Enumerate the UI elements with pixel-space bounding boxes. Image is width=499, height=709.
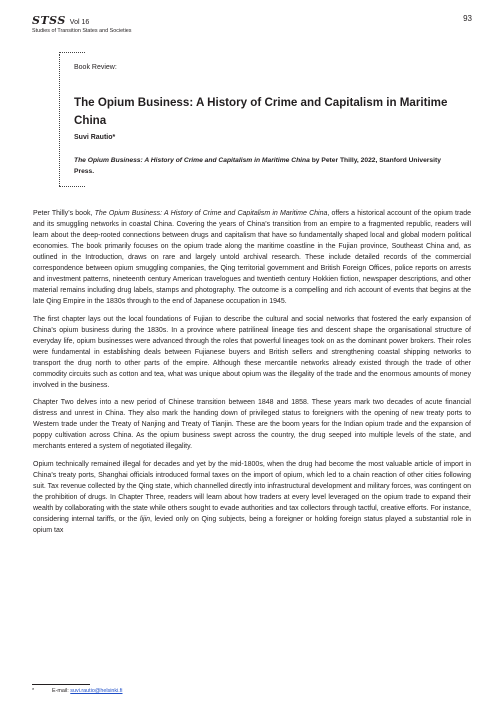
article-body — [33, 208, 471, 542]
volume-label: Vol 16 — [69, 19, 90, 26]
article-author: Suvi Rautio* — [74, 134, 116, 141]
citation-details: by Peter Thilly, 2022, Stanford University Press. — [74, 157, 441, 175]
journal-logo: STSS — [32, 14, 66, 27]
paragraph-4-rest: , levied only on Qing subjects, being a foreigner or holding foreign status played a substantial role in opium tax — [33, 515, 471, 534]
cited-book-title: The Opium Business: A History of Crime and Capitalism in Maritime China — [74, 157, 310, 164]
dotted-rail — [59, 54, 60, 186]
dotted-rule-bottom — [59, 186, 85, 187]
paragraph-3: Chapter Two delves into a new period of Chinese transition between 1848 and 1858. These years mark two decades of acute financial distress and unrest in China. They also mark the handing down of privileged status to foreigners with the opening of new treaty ports to Western trade under the Treaty of Nanjing and Treaty of Tianjin. These are the boom years for the Indian opium trade and the expansion of poppy cultivation across China. As the opium business swept across the country, the drug seeped into multiple levels of the state, and merchants entered a system of negotiated illegality. — [33, 399, 471, 450]
paragraph-1 — [33, 208, 471, 307]
footnote-marker: * — [32, 688, 35, 694]
article-title: The Opium Business: A History of Crime and Capitalism in Maritime China — [74, 96, 448, 127]
review-heading-box — [59, 52, 469, 190]
journal-name: Studies of Transition States and Societies — [32, 28, 132, 34]
paragraph-1-start: Peter Thilly’s book, — [33, 210, 95, 217]
lijin-term: lijin — [139, 515, 151, 523]
dotted-rule-top — [59, 52, 85, 53]
footnote-label: E-mail: — [52, 688, 71, 694]
page-number: 93 — [463, 14, 472, 23]
book-citation — [74, 155, 459, 177]
paragraph-2: The first chapter lays out the local foundations of Fujian to describe the cultural and social networks that fostered the early expansion of China’s opium business during the 1830s. In a province where patrilineal lineage ties and descent shape the organisational structure of everyday life, opium businesses were advanced through the roles that powerful lineages took on as the dominant power brokers. Their roles were fundamental in establishing deals between Fujianese buyers and British sellers and strengthening coastal shipping networks to transport the drug north to other parts of the empire. Although these mercantile networks already existed through the trade of other commodity circuits such as cotton and tea, what was unique about opium was the illegality of the trade and the enormous amounts of money involved in the business. — [33, 315, 471, 389]
paragraph-1-rest: , offers a historical account of the opium trade and its smuggling networks in coastal China. Covering the years of China’s transition from an empire to a fragmented republic, readers will learn about the deep-rooted connections between drugs and capitalism that have so fundamentally shaped local and global modern political economies. The book primarily focuses on the opium trade along the maritime coastline in the Fujian province, Southeast China and, as outlined in the Introduction, draws on rare and largely untold archival research. These include detailed records of the commercial correspondence between opium smuggling companies, the Qing territorial government and British Foreign Offices, police reports on arrests and investment patterns, nineteenth century American travelogues and twentieth century Hokkien fiction, newspaper descriptions, and other material remains including drug labels, stamps and photography. The outcome is a compelling and rich account of events that begins at the late Qing Empire in the 1830s through to the end of Japanese occupation in 1945. — [33, 210, 471, 305]
running-header — [32, 14, 472, 38]
author-email-link[interactable]: suvi.rautio@helsinki.fi — [70, 688, 123, 694]
footnote-rule — [32, 684, 90, 685]
book-title-inline: The Opium Business: A History of Crime and Capitalism in Maritime China — [94, 210, 328, 217]
journal-line — [32, 14, 89, 27]
paragraph-4-start: Opium technically remained illegal for decades and yet by the mid-1800s, when the drug had become the most valuable article of import in China’s treaty ports, Shanghai officials introduced formal taxes on the import of opium, which led to a chain reaction of other cities following suit. Tax revenue collected by the Qing state, which channelled directly into infrastructural development and military forces, was contingent on the prohibition of drugs. In Chapter Three, readers will learn about how traders at every level leveraged on the opium trade to expand their wealth by collaborating with the state while others sought to evade authorities and tax collectors through tactful, creative efforts. For instance, considering internal tariffs, or the — [33, 460, 471, 523]
paragraph-4 — [33, 459, 471, 536]
section-label: Book Review: — [74, 64, 117, 71]
footnote — [32, 688, 123, 694]
